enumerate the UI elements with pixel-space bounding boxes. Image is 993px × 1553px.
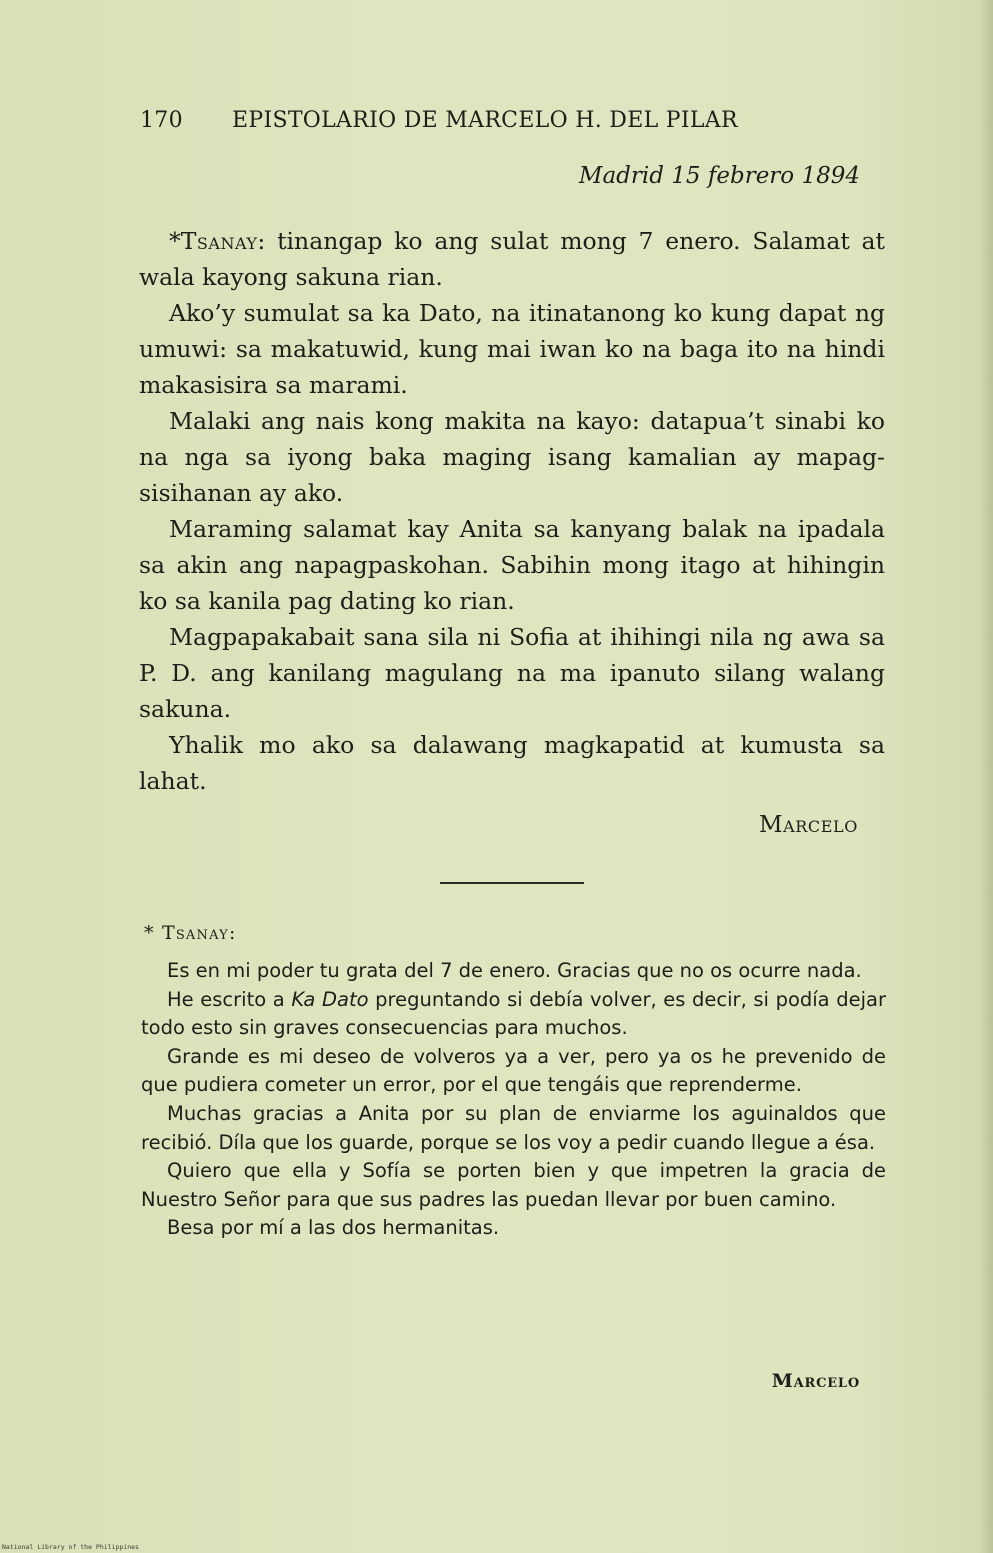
letter-paragraph: [139, 223, 885, 295]
translation-paragraph: [141, 986, 886, 1043]
page-edge-shadow: [979, 0, 993, 1553]
paragraph-text: He escrito a: [167, 987, 292, 1011]
salutation: Tsanay: [180, 227, 258, 255]
letter-paragraph: Ako’y sumulat sa ka Dato, na itinatanong ko kung dapat ng umuwi: sa makatuwid, kung mai iwan ko na baga ito na hindi makasisira sa marami.: [139, 299, 885, 399]
footnote-marker: *: [144, 922, 162, 944]
italic-name: Ka Dato: [291, 987, 369, 1011]
footnote-translation: [141, 957, 886, 1243]
letter-paragraph: Malaki ang nais kong makita na kayo: datapua’t sinabi ko na nga sa iyong baka maging isang kamalian ay mapagsisihanan ay ako.: [139, 407, 885, 507]
footnote-label-text: Tsanay:: [161, 922, 237, 944]
letter-paragraph: Magpapakabait sana sila ni Sofia at ihihingi nila ng awa sa P. D. ang kanilang magulang na ma ipanuto silang walang sakuna.: [139, 623, 885, 723]
running-title: EPISTOLARIO DE MARCELO H. DEL PILAR: [232, 108, 738, 133]
page-number: 170: [140, 108, 183, 133]
letter-paragraph: Yhalik mo ako sa dalawang magkapatid at kumusta sa lahat.: [139, 731, 885, 795]
translation-paragraph: Grande es mi deseo de volveros ya a ver, pero ya os he prevenido de que pudiera cometer un error, por el que tengáis que reprenderme.: [141, 1044, 886, 1097]
translation-paragraph: Es en mi poder tu grata del 7 de enero. Gracias que no os ocurre nada.: [167, 959, 862, 982]
letter-signature: Marcelo: [758, 812, 858, 838]
translation-paragraph: Muchas gracias a Anita por su plan de enviarme los aguinaldos que recibió. Díla que los guarde, porque se los voy a pedir cuando llegue a ésa.: [141, 1101, 886, 1154]
footnote-divider: [440, 882, 584, 884]
footnote-label: [144, 922, 237, 944]
letter-body-tagalog: [139, 223, 885, 799]
letter-paragraph: Maraming salamat kay Anita sa kanyang balak na ipadala sa akin ang napagpaskohan. Sabihin mong itago at hihingin ko sa kanila pag dating ko rian.: [139, 515, 885, 615]
letter-dateline: Madrid 15 febrero 1894: [578, 163, 860, 189]
paragraph-text: preguntando si debía volver, es decir, si podía dejar todo esto sin graves consecuencias para muchos.: [141, 987, 887, 1040]
translation-paragraph: Quiero que ella y Sofía se porten bien y que impetren la gracia de Nuestro Señor para que sus padres las puedan llevar por buen camino.: [141, 1159, 886, 1211]
library-credit: National Library of the Philippines: [2, 1543, 139, 1551]
page-header: [140, 108, 800, 148]
paragraph-text: : tinangap ko ang sulat mong 7 enero. Salamat at wala kayong sakuna rian.: [139, 227, 885, 291]
salutation-marker: *: [169, 227, 181, 255]
footnote-signature: Marcelo: [771, 1370, 860, 1392]
translation-paragraph: Besa por mí a las dos hermanitas.: [167, 1216, 500, 1240]
